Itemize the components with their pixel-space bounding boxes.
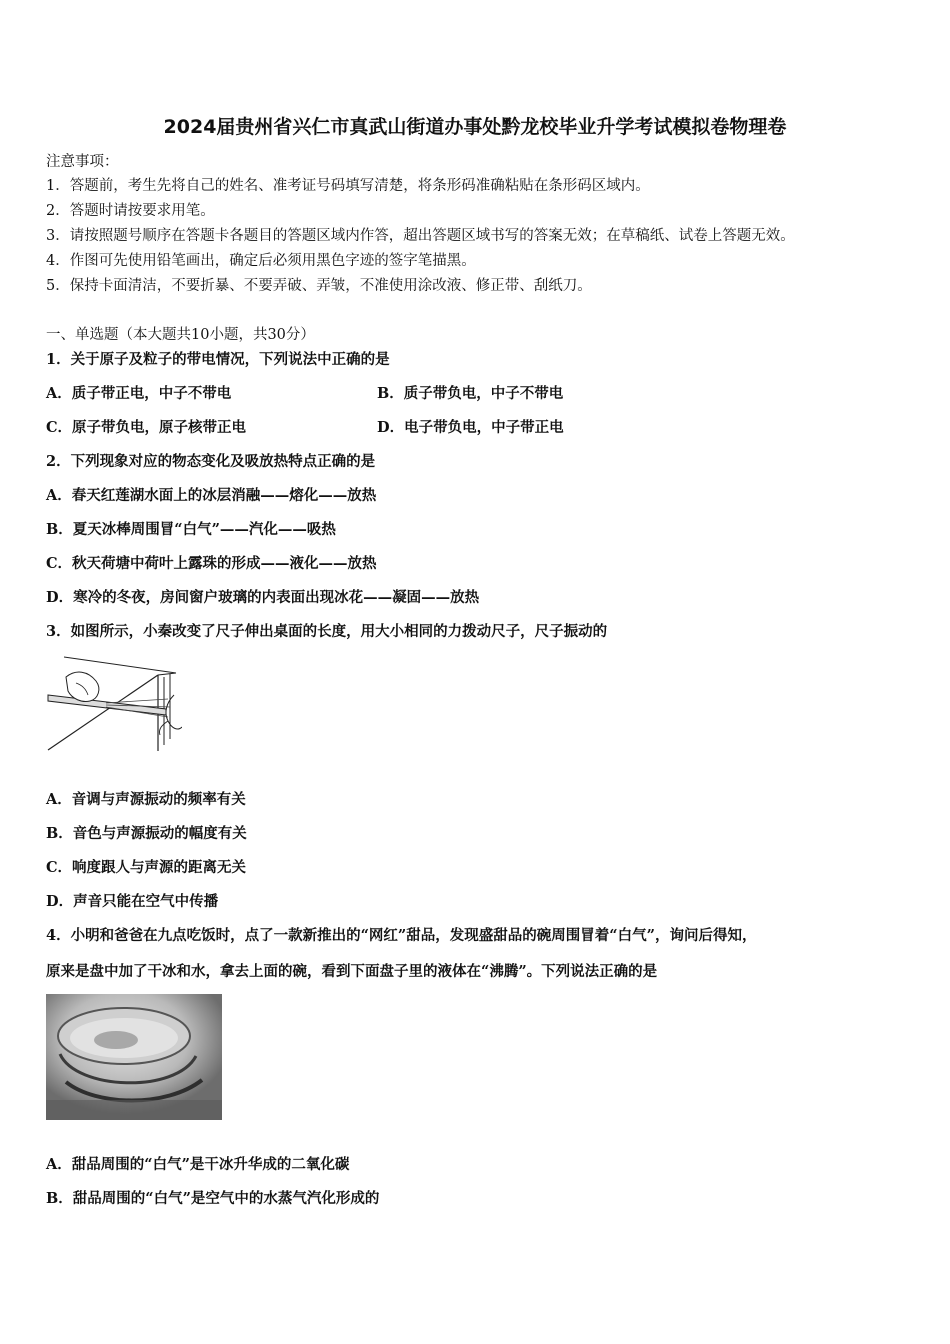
q1-option-c: C．原子带负电，原子核带正电 (46, 419, 247, 436)
q3-option-d: D．声音只能在空气中传播 (46, 893, 219, 910)
page-title: 2024届贵州省兴仁市真武山街道办事处黔龙校毕业升学考试模拟卷物理卷 (163, 116, 787, 138)
question-1-stem: 1．关于原子及粒子的带电情况，下列说法中正确的是 (46, 351, 390, 368)
q3-option-b: B．音色与声源振动的幅度有关 (46, 825, 247, 842)
question-4-stem-line2: 原来是盘中加了干冰和水，拿去上面的碗，看到下面盘子里的液体在“沸腾”。下列说法正确的是 (46, 963, 658, 980)
q4-option-b: B．甜品周围的“白气”是空气中的水蒸气汽化形成的 (46, 1190, 380, 1207)
section-heading: 一、单选题（本大题共10小题，共30分） (46, 327, 315, 343)
notice-item: 1．答题前，考生先将自己的姓名、准考证号码填写清楚，将条形码准确粘贴在条形码区域内。 (46, 178, 650, 194)
dry-ice-dessert-photo (46, 994, 222, 1120)
notice-heading: 注意事项： (46, 154, 119, 170)
question-2-stem: 2．下列现象对应的物态变化及吸放热特点正确的是 (46, 453, 376, 470)
question-4-stem-line1: 4．小明和爸爸在九点吃饭时，点了一款新推出的“网红”甜品，发现盛甜品的碗周围冒着“白气”，询问后得知， (46, 927, 757, 944)
q4-option-a: A．甜品周围的“白气”是干冰升华成的二氧化碳 (46, 1156, 350, 1173)
notice-item: 5．保持卡面清洁，不要折暴、不要弄破、弄皱，不准使用涂改液、修正带、刮纸刀。 (46, 278, 592, 294)
ruler-on-table-figure (46, 655, 182, 755)
q3-option-a: A．音调与声源振动的频率有关 (46, 791, 246, 808)
q2-option-b: B．夏天冰棒周围冒“白气”——汽化——吸热 (46, 521, 336, 538)
notice-item: 3．请按照题号顺序在答题卡各题目的答题区域内作答，超出答题区域书写的答案无效；在草稿纸、试卷上答题无效。 (46, 228, 795, 244)
q2-option-a: A．春天红莲湖水面上的冰层消融——熔化——放热 (46, 487, 377, 504)
q3-option-c: C．响度跟人与声源的距离无关 (46, 859, 247, 876)
q1-option-b: B．质子带负电，中子不带电 (377, 385, 564, 402)
q1-option-a: A．质子带正电，中子不带电 (46, 385, 232, 402)
q2-option-c: C．秋天荷塘中荷叶上露珠的形成——液化——放热 (46, 555, 377, 572)
question-3-stem: 3．如图所示，小秦改变了尺子伸出桌面的长度，用大小相同的力拨动尺子，尺子振动的 (46, 623, 608, 640)
notice-item: 4．作图可先使用铅笔画出，确定后必须用黑色字迹的签字笔描黑。 (46, 253, 476, 269)
q1-option-d: D．电子带负电，中子带正电 (377, 419, 564, 436)
q2-option-d: D．寒冷的冬夜，房间窗户玻璃的内表面出现冰花——凝固——放热 (46, 589, 480, 606)
notice-item: 2．答题时请按要求用笔。 (46, 203, 215, 219)
